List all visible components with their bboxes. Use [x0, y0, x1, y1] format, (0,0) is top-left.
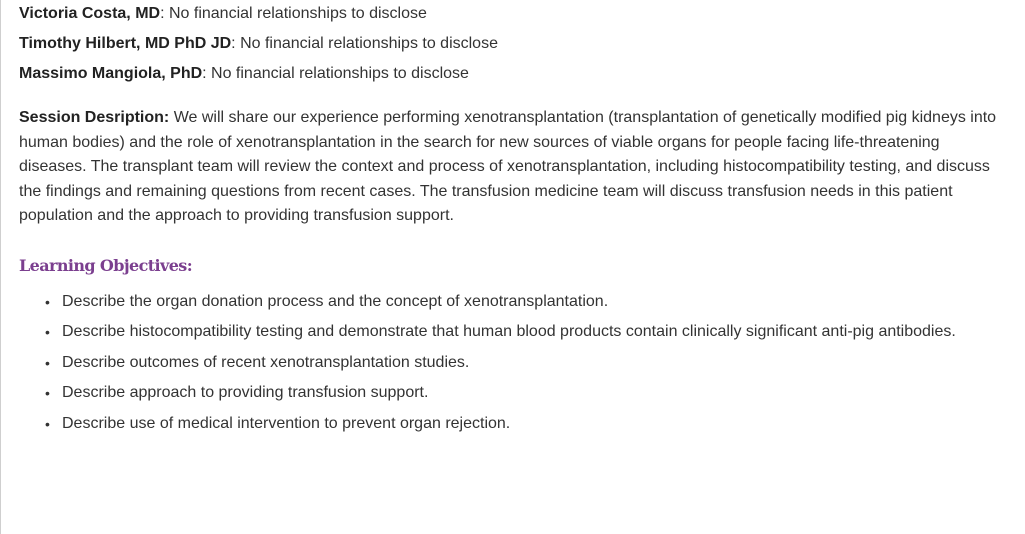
session-description-label: Session Desription:: [19, 109, 170, 126]
bullet-icon: •: [45, 415, 50, 432]
disclosure-item: [19, 59, 1009, 89]
disclosure-item: [19, 29, 1009, 59]
session-description-text: We will share our experience performing xenotransplantation (transplantation of genetically modified pig kidneys into human bodies) and the role of xenotransplantation in the search for new sources of viable organs for people facing life-threatening diseases. The transplant team will review the context and process of xenotransplantation, including histocompatibility testing, and discuss the findings and remaining questions from recent cases. The transfusion medicine team will discuss transfusion needs in this patient population and the approach to providing transfusion support.: [19, 109, 997, 224]
objective-item: [45, 351, 962, 376]
content-left-border: [0, 0, 1, 534]
objective-text: Describe the organ donation process and the concept of xenotransplantation.: [62, 292, 609, 310]
speaker-name: Massimo Mangiola, PhD: [19, 65, 203, 82]
disclosure-text: : No financial relationships to disclose: [202, 65, 469, 82]
session-description: [19, 106, 1004, 229]
learning-objectives-list: [19, 290, 1009, 437]
session-details: [19, 0, 1009, 442]
objective-text: Describe approach to providing transfusion support.: [62, 384, 429, 401]
objective-item: [45, 412, 962, 437]
disclosure-list: [19, 0, 1009, 89]
bullet-icon: •: [45, 293, 50, 310]
disclosure-text: : No financial relationships to disclose: [160, 5, 427, 22]
objective-item: [45, 381, 962, 406]
bullet-icon: •: [45, 354, 50, 371]
objective-text: Describe histocompatibility testing and demonstrate that human blood products contain clinically significant anti-pig antibodies.: [62, 323, 956, 340]
objective-item: [45, 320, 962, 345]
disclosure-item: [19, 0, 1009, 29]
speaker-name: Victoria Costa, MD: [19, 5, 161, 22]
bullet-icon: •: [45, 324, 50, 340]
disclosure-text: : No financial relationships to disclose: [231, 35, 498, 52]
learning-objectives-heading: Learning Objectives:: [19, 255, 193, 275]
speaker-name: Timothy Hilbert, MD PhD JD: [19, 35, 232, 52]
objective-text: Describe outcomes of recent xenotransplantation studies.: [62, 353, 470, 371]
objective-item: [45, 290, 962, 315]
objective-text: Describe use of medical intervention to prevent organ rejection.: [62, 414, 511, 432]
bullet-icon: •: [45, 385, 50, 401]
